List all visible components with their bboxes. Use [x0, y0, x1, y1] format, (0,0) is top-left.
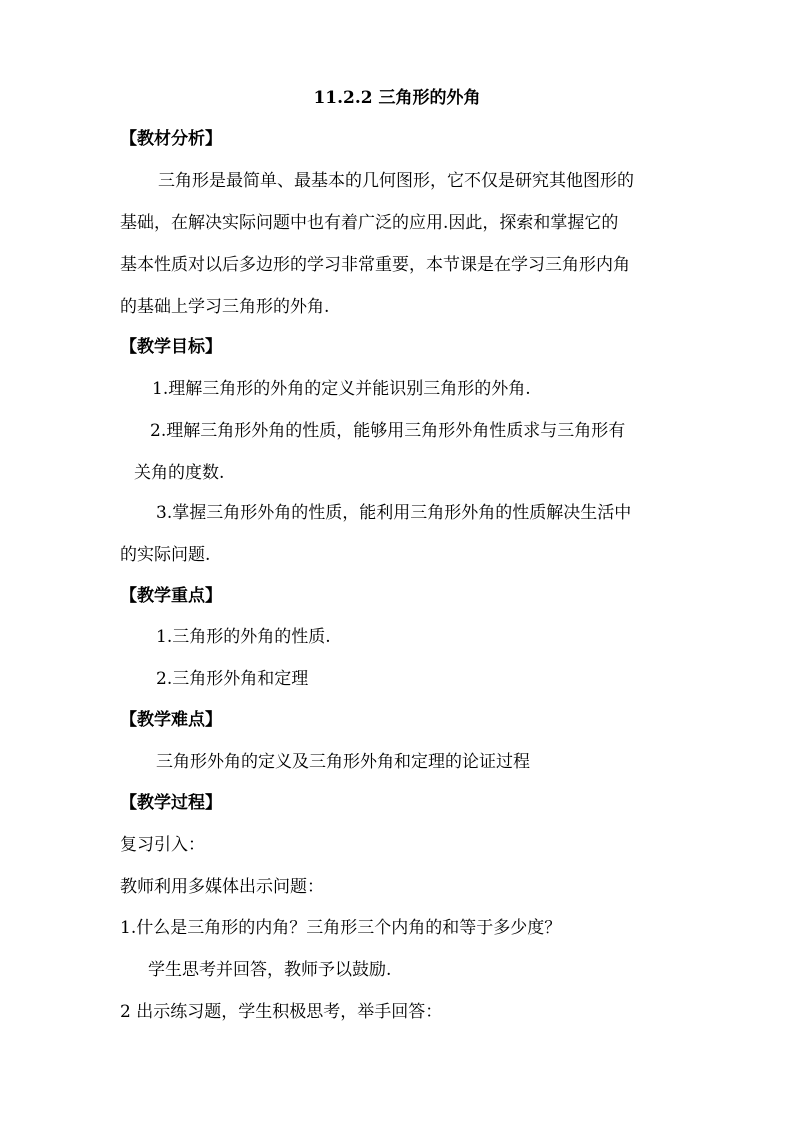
- goal-item-1: 1.理解三角形的外角的定义并能识别三角形的外角.: [152, 379, 531, 399]
- analysis-line-3: 基本性质对以后多边形的学习非常重要，本节课是在学习三角形内角: [120, 255, 630, 275]
- key-point-2: 2.三角形外角和定理: [156, 669, 309, 689]
- difficulty-text: 三角形外角的定义及三角形外角和定理的论证过程: [156, 752, 530, 772]
- analysis-line-4: 的基础上学习三角形的外角.: [120, 297, 330, 317]
- analysis-line-1: 三角形是最简单、最基本的几何图形，它不仅是研究其他图形的: [158, 171, 634, 191]
- section-heading-key-points: 【教学重点】: [120, 586, 222, 606]
- section-heading-goals: 【教学目标】: [120, 337, 222, 357]
- goal-item-2-line-1: 2.理解三角形外角的性质，能够用三角形外角性质求与三角形有: [150, 421, 626, 441]
- section-heading-analysis: 【教材分析】: [120, 129, 222, 149]
- process-line-5: 2 出示练习题，学生积极思考，举手回答：: [120, 1002, 443, 1022]
- goal-item-3-line-1: 3.掌握三角形外角的性质，能利用三角形外角的性质解决生活中: [156, 503, 632, 523]
- section-heading-difficulties: 【教学难点】: [120, 710, 222, 730]
- goal-item-3-line-2: 的实际问题.: [120, 545, 211, 565]
- process-line-1: 复习引入：: [120, 835, 205, 855]
- analysis-line-2: 基础，在解决实际问题中也有着广泛的应用.因此，探索和掌握它的: [120, 213, 619, 233]
- goal-item-2-line-2: 关角的度数.: [134, 463, 225, 483]
- page-title: 11.2.2 三角形的外角: [313, 88, 481, 108]
- section-heading-process: 【教学过程】: [120, 793, 222, 813]
- process-line-4: 学生思考并回答，教师予以鼓励.: [148, 960, 392, 980]
- process-line-2: 教师利用多媒体出示问题：: [120, 877, 324, 897]
- process-line-3: 1.什么是三角形的内角？三角形三个内角的和等于多少度？: [120, 918, 562, 938]
- key-point-1: 1.三角形的外角的性质.: [156, 627, 331, 647]
